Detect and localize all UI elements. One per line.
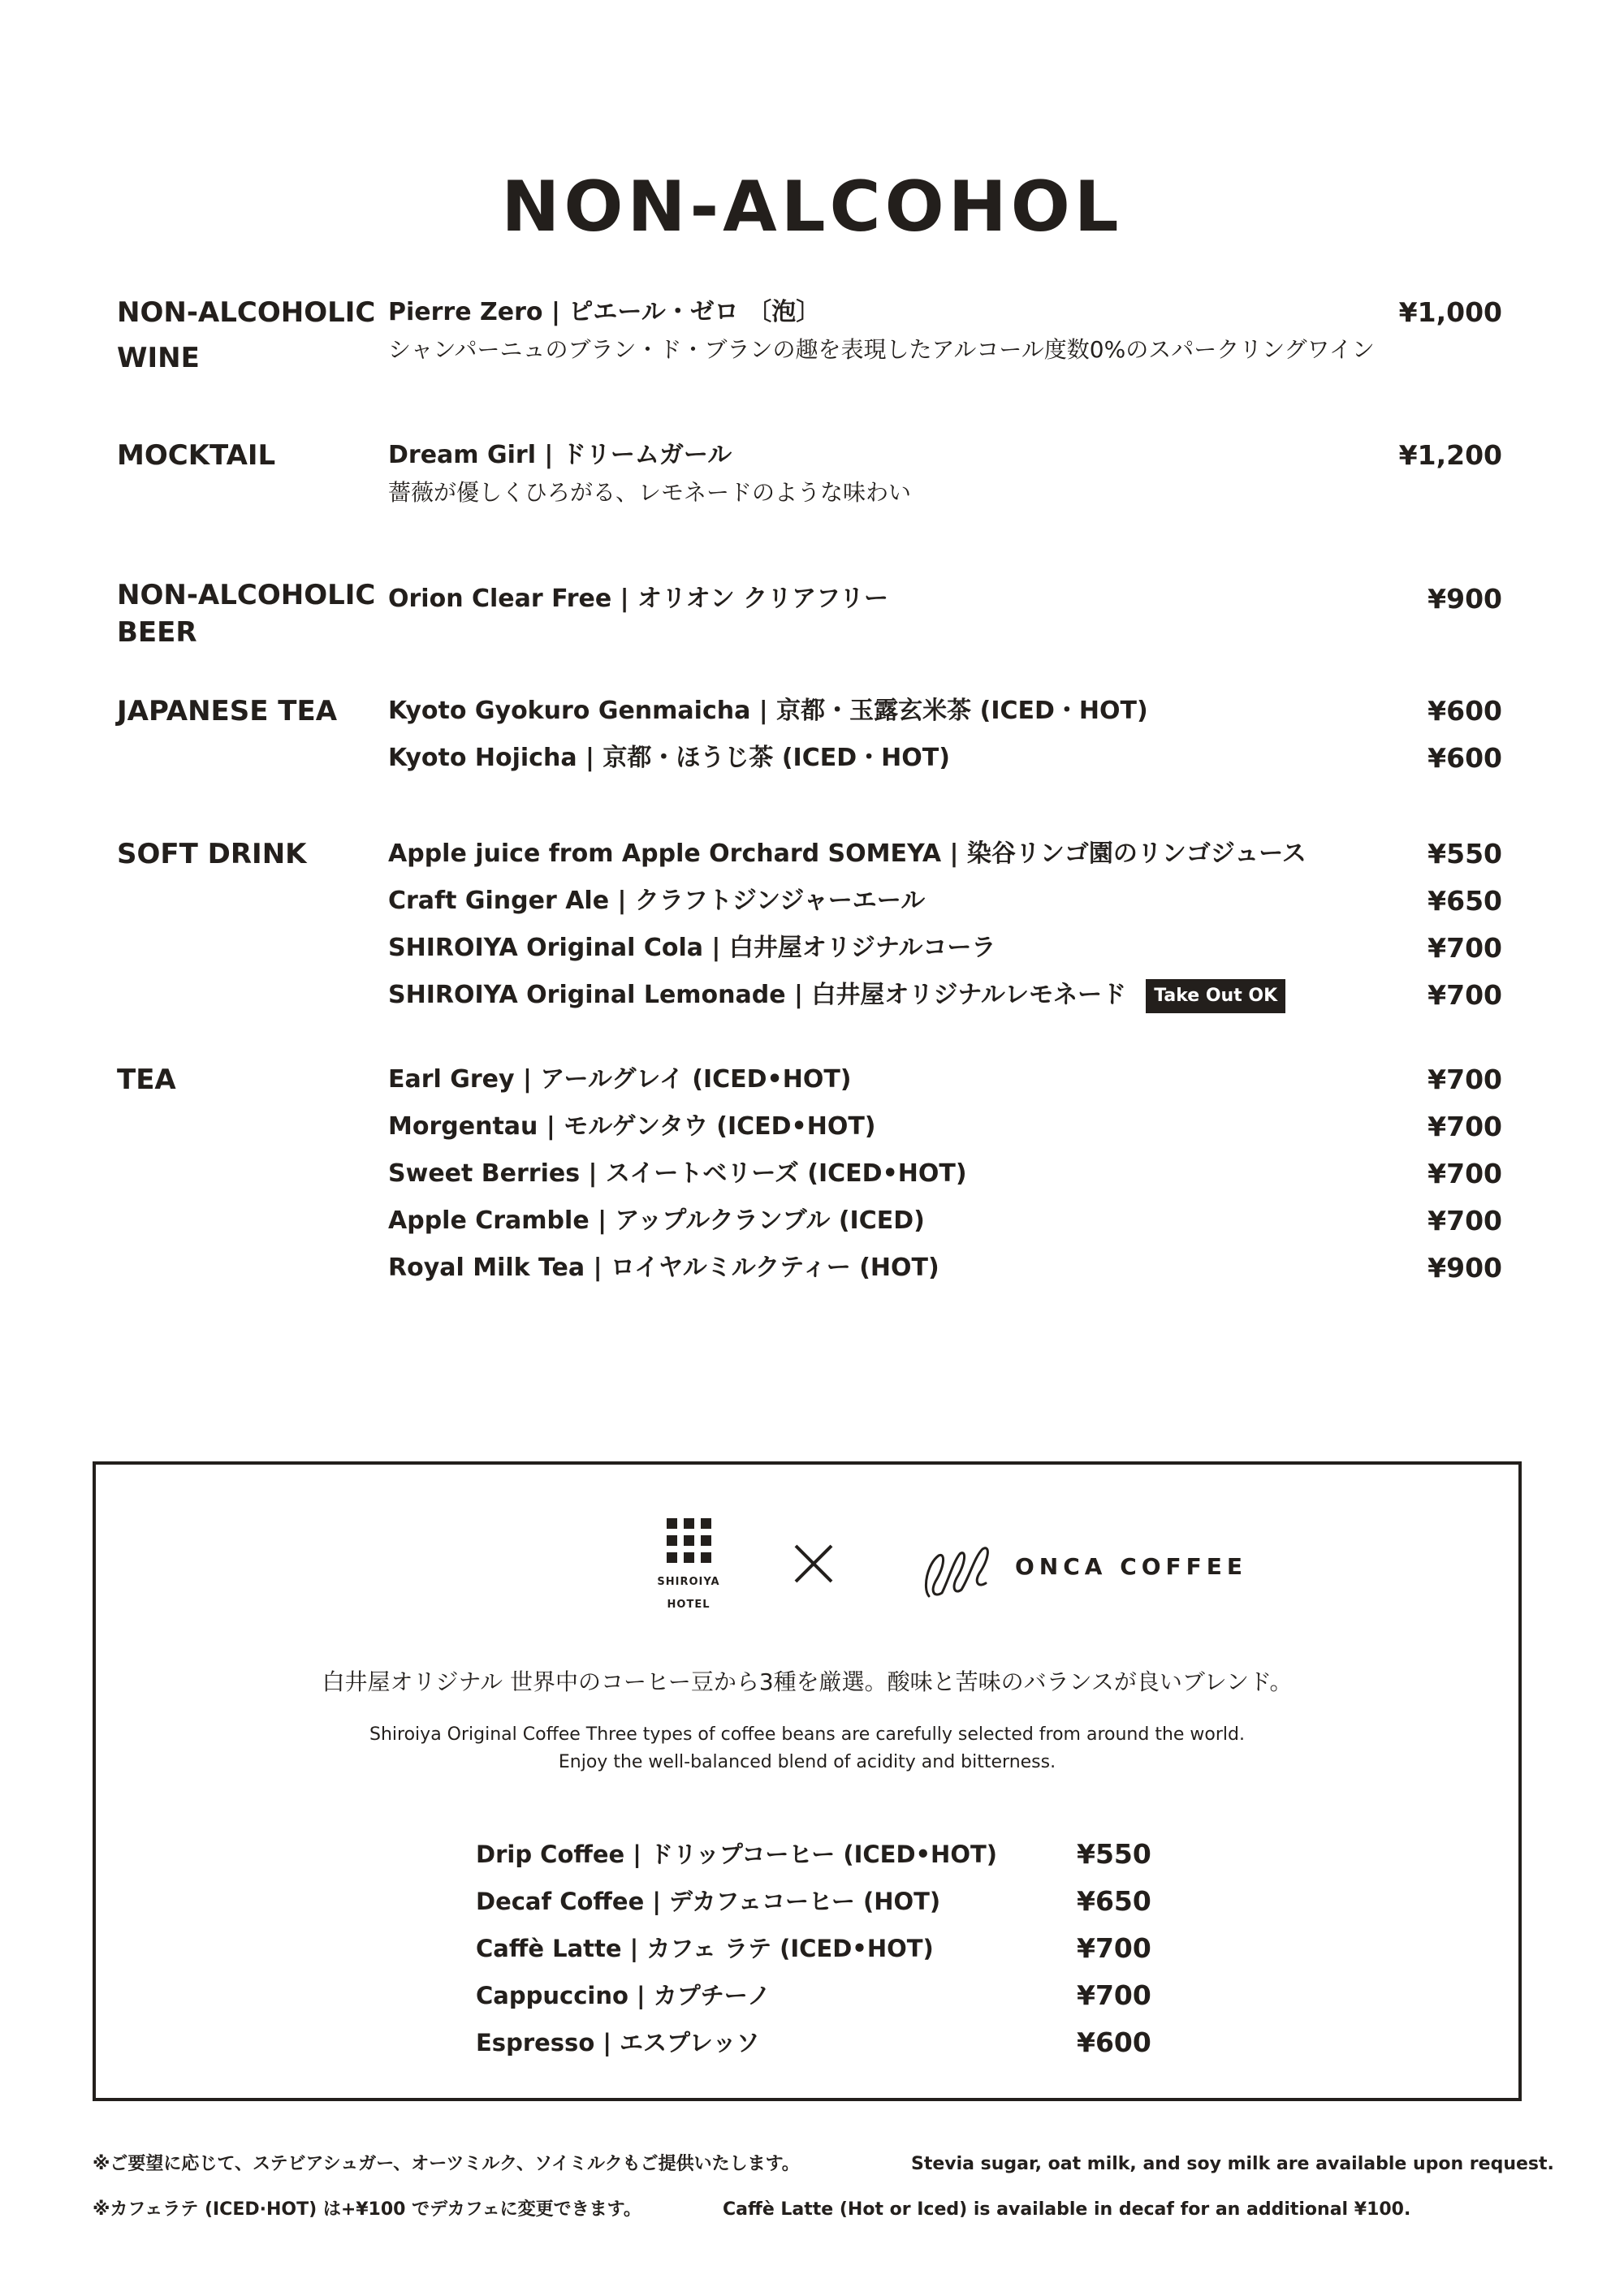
coffee-item-price: ¥650 (1077, 1885, 1151, 1917)
item-list (388, 831, 1502, 1020)
item-name: Kyoto Hojicha | 京都・ほうじ茶 (ICED・HOT) (388, 744, 950, 772)
category-label: MOCKTAIL (117, 439, 276, 472)
item-name (388, 973, 1502, 1018)
item-list (388, 433, 1502, 509)
menu-item (388, 433, 1502, 480)
item-list (388, 688, 1502, 783)
item-name: Craft Ginger Ale | クラフトジンジャーエール (388, 887, 926, 915)
item-description: 薔薇が優しくひろがる、レモネードのような味わい (388, 479, 912, 506)
item-name: Dream Girl | ドリームガール (388, 441, 732, 469)
coffee-item-name: Drip Coffee | ドリップコーヒー (ICED•HOT) (476, 1841, 998, 1868)
menu-item (388, 736, 1502, 783)
shiroiya-hotel-logo (632, 1518, 745, 1616)
menu-item (388, 831, 1502, 878)
item-price: ¥900 (1427, 1252, 1502, 1284)
item-price: ¥700 (1427, 979, 1502, 1011)
coffee-item-price: ¥700 (1077, 1932, 1151, 1964)
coffee-box (93, 1461, 1522, 2101)
item-list (388, 576, 1502, 624)
item-price: ¥1,200 (1398, 439, 1502, 471)
item-price: ¥700 (1427, 1064, 1502, 1095)
item-price: ¥650 (1427, 885, 1502, 917)
item-name: SHIROIYA Original Cola | 白井屋オリジナルコーラ (388, 934, 996, 962)
coffee-item-price: ¥550 (1077, 1838, 1151, 1870)
footnote (93, 2143, 1554, 2189)
item-name: Morgentau | モルゲンタウ (ICED•HOT) (388, 1112, 876, 1141)
coffee-item-name: Caffè Latte | カフェ ラテ (ICED•HOT) (476, 1935, 934, 1962)
coffee-item (476, 1832, 1190, 1879)
item-list (388, 290, 1502, 366)
item-list (388, 1057, 1502, 1293)
footnote-ja: ※カフェラテ (ICED·HOT) は+¥100 でデカフェに変更できます。 (93, 2199, 641, 2220)
category-label: SOFT DRINK (117, 838, 307, 870)
item-name: Orion Clear Free | オリオン クリアフリー (388, 585, 888, 613)
coffee-item-name: Decaf Coffee | デカフェコーヒー (HOT) (476, 1888, 941, 1915)
menu-item (388, 973, 1502, 1020)
footnote (93, 2189, 1522, 2234)
item-name: Apple Cramble | アップルクランブル (ICED) (388, 1206, 925, 1235)
menu-item (388, 1104, 1502, 1151)
menu-item (388, 290, 1502, 337)
item-price: ¥600 (1427, 742, 1502, 774)
item-name-text: SHIROIYA Original Lemonade | 白井屋オリジナルレモネード (388, 981, 1127, 1009)
menu-item (388, 1151, 1502, 1198)
coffee-item (476, 1926, 1190, 1973)
footnotes (93, 2143, 1554, 2234)
menu-item (388, 1245, 1502, 1293)
item-name: Kyoto Gyokuro Genmaicha | 京都・玉露玄米茶 (ICED・HOT) (388, 697, 1148, 725)
coffee-intro-en-line1: Shiroiya Original Coffee Three types of coffee beans are carefully selected from around the world. (369, 1724, 1245, 1745)
footnote-ja: ※ご要望に応じて、ステビアシュガー、オーツミルク、ソイミルクもご提供いたします。 (93, 2154, 800, 2174)
item-name: Royal Milk Tea | ロイヤルミルクティー (HOT) (388, 1254, 939, 1282)
menu-item (388, 1198, 1502, 1245)
coffee-item (476, 1973, 1190, 2020)
coffee-item (476, 2020, 1190, 2067)
coffee-item (476, 1879, 1190, 1926)
shiroiya-grid-icon (667, 1518, 711, 1563)
menu-item (388, 1057, 1502, 1104)
coffee-intro-en-line2: Enjoy the well-balanced blend of acidity and bitterness. (558, 1752, 1056, 1772)
category-label: JAPANESE TEA (117, 695, 338, 727)
item-name: Earl Grey | アールグレイ (ICED•HOT) (388, 1065, 852, 1094)
menu-item (388, 576, 1502, 624)
item-price: ¥700 (1427, 1158, 1502, 1189)
item-price: ¥900 (1427, 583, 1502, 615)
shiroiya-logo-text-line1: SHIROIYA (657, 1576, 720, 1588)
item-name: Pierre Zero | ピエール・ゼロ 〔泡〕 (388, 298, 821, 326)
item-price: ¥600 (1427, 695, 1502, 727)
onca-coffee-mark-icon (921, 1531, 1002, 1608)
collab-logos (96, 1465, 1518, 1627)
coffee-intro-en (96, 1721, 1518, 1776)
coffee-list (476, 1832, 1190, 2067)
coffee-item-name: Espresso | エスプレッソ (476, 2029, 760, 2056)
item-price: ¥700 (1427, 1111, 1502, 1142)
menu-item (388, 878, 1502, 926)
footnote-en: Stevia sugar, oat milk, and soy milk are available upon request. (911, 2154, 1554, 2174)
category-label: NON-ALCOHOLIC WINE (117, 296, 376, 374)
coffee-item-price: ¥700 (1077, 1979, 1151, 2011)
onca-coffee-logo-text: ONCA COFFEE (1015, 1553, 1248, 1580)
shiroiya-logo-text-line2: HOTEL (667, 1599, 710, 1611)
coffee-intro-ja: 白井屋オリジナル 世界中のコーヒー豆から3種を厳選。酸味と苦味のバランスが良いブレンド。 (322, 1668, 1293, 1695)
coffee-item-name: Cappuccino | カプチーノ (476, 1982, 771, 2009)
item-description: シャンパーニュのブラン・ド・ブランの趣を表現したアルコール度数0%のスパークリングワイン (388, 336, 1375, 363)
item-name: Apple juice from Apple Orchard SOMEYA | 染谷リンゴ園のリンゴジュース (388, 839, 1307, 868)
item-price: ¥700 (1427, 1205, 1502, 1236)
item-name: Sweet Berries | スイートベリーズ (ICED•HOT) (388, 1159, 967, 1188)
cross-icon (793, 1543, 835, 1588)
coffee-item-price: ¥600 (1077, 2026, 1151, 2058)
category-label: NON-ALCOHOLIC BEER (117, 579, 376, 649)
item-price: ¥700 (1427, 932, 1502, 964)
item-price: ¥550 (1427, 838, 1502, 870)
page-title: NON-ALCOHOL (501, 166, 1123, 248)
footnote-en: Caffè Latte (Hot or Iced) is available in decaf for an additional ¥100. (723, 2199, 1411, 2220)
take-out-badge: Take Out OK (1146, 979, 1285, 1013)
item-price: ¥1,000 (1398, 296, 1502, 328)
menu-item (388, 688, 1502, 736)
category-label: TEA (117, 1064, 176, 1096)
menu-item (388, 926, 1502, 973)
